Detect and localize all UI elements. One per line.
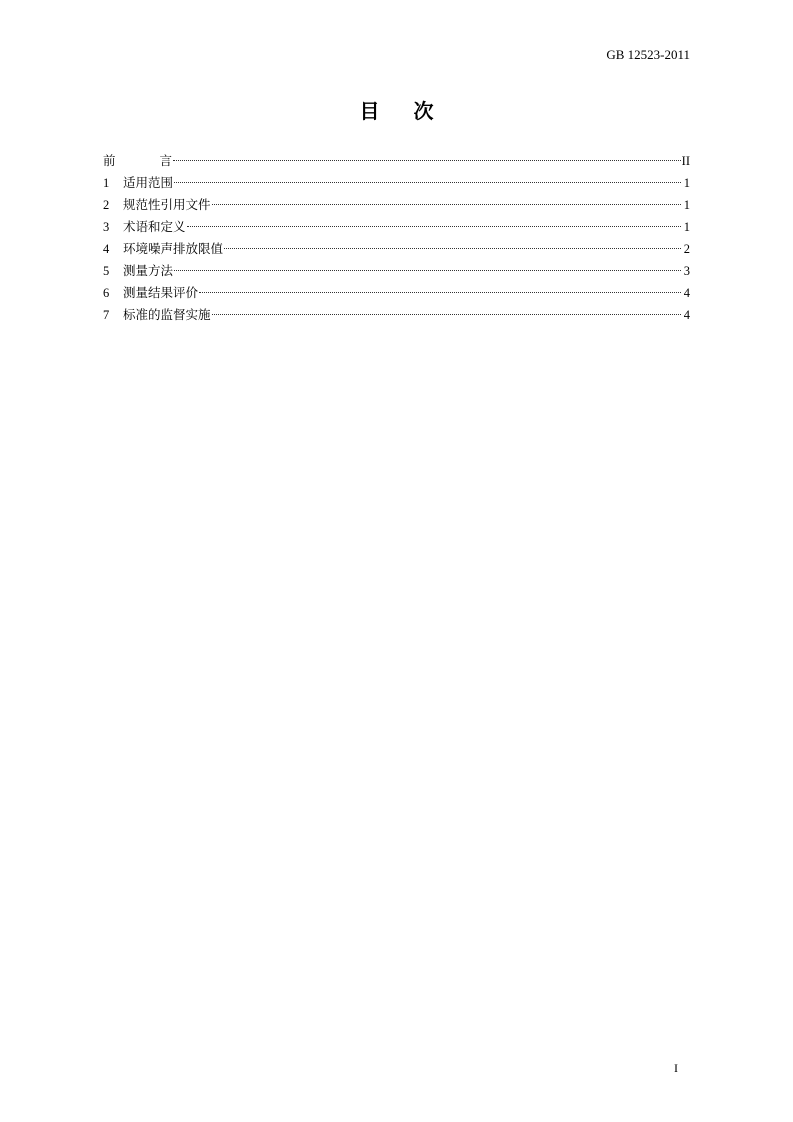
toc-entry-page: 4 (683, 308, 690, 322)
toc-entry-number: 3 (103, 220, 110, 234)
toc-leader-dots (174, 270, 681, 271)
toc-entry-3[interactable] (103, 216, 690, 238)
toc-entry-6[interactable] (103, 282, 690, 304)
title-part-1: 目 (359, 99, 380, 123)
toc-entry-label: 测量方法 (123, 263, 174, 278)
toc-leader-dots (212, 314, 681, 315)
toc-entry-label: 适用范围 (123, 175, 174, 190)
toc-leader-dots (187, 226, 681, 227)
toc-entry-page: 4 (683, 286, 690, 300)
toc-entry-1[interactable] (103, 172, 690, 194)
table-of-contents (103, 150, 690, 326)
toc-entry-page: 1 (683, 220, 690, 234)
toc-entry-5[interactable] (103, 260, 690, 282)
toc-entry-number: 4 (103, 242, 110, 256)
toc-entry-number: 7 (103, 308, 110, 322)
toc-entry-label: 前 言 (103, 153, 192, 168)
standard-number: GB 12523-2011 (606, 47, 690, 62)
toc-entry-label: 术语和定义 (123, 219, 186, 234)
toc-entry-page: II (681, 154, 690, 168)
page-number: I (674, 1061, 678, 1075)
toc-entry-foreword[interactable] (103, 150, 690, 172)
toc-leader-dots (173, 160, 681, 161)
toc-entry-label: 环境噪声排放限值 (123, 241, 224, 256)
toc-entry-number: 2 (103, 198, 110, 212)
title-part-2: 次 (413, 99, 434, 123)
toc-entry-number: 1 (103, 176, 110, 190)
toc-leader-dots (224, 248, 681, 249)
toc-entry-page: 3 (683, 264, 690, 278)
toc-entry-page: 2 (683, 242, 690, 256)
toc-entry-page: 1 (683, 198, 690, 212)
toc-entry-page: 1 (683, 176, 690, 190)
toc-entry-label: 测量结果评价 (123, 285, 199, 300)
toc-entry-number: 6 (103, 286, 110, 300)
toc-entry-4[interactable] (103, 238, 690, 260)
toc-entry-label: 标准的监督实施 (123, 307, 211, 322)
page-title (0, 98, 793, 124)
toc-leader-dots (174, 182, 681, 183)
toc-entry-label: 规范性引用文件 (123, 197, 211, 212)
toc-leader-dots (199, 292, 681, 293)
toc-entry-2[interactable] (103, 194, 690, 216)
toc-entry-7[interactable] (103, 304, 690, 326)
toc-entry-number: 5 (103, 264, 110, 278)
toc-leader-dots (212, 204, 681, 205)
